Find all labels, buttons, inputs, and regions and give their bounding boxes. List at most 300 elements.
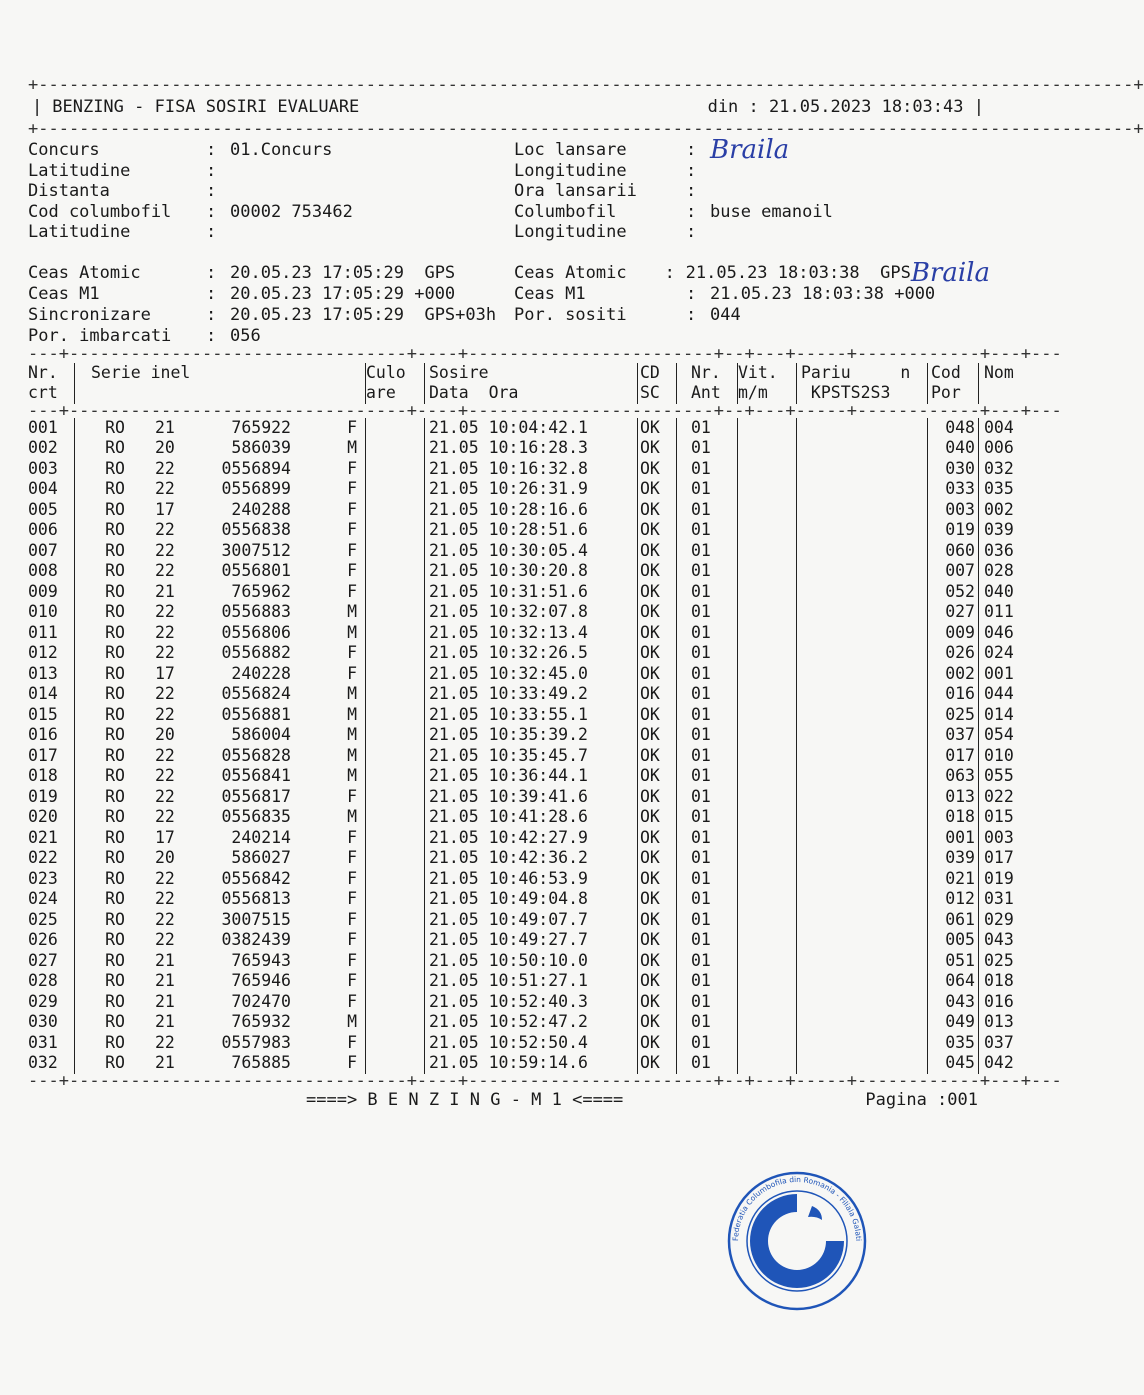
row-sex: F: [347, 848, 357, 867]
arrival-time: 10:46:53.9: [488, 868, 588, 888]
row-arrival: [425, 889, 638, 910]
row-color: [366, 684, 425, 705]
row-cod: 039: [928, 848, 979, 869]
field-colon: :: [206, 181, 227, 201]
arrival-time: 10:33:55.1: [488, 704, 588, 724]
row-color: [366, 910, 425, 931]
handwritten-location: Braila: [910, 257, 990, 288]
row-cd: OK: [638, 520, 677, 541]
row-country: RO: [75, 787, 156, 808]
row-country: RO: [75, 664, 156, 685]
row-cod: 037: [928, 725, 979, 746]
row-bet: [797, 705, 928, 726]
arrival-date: 21.05: [429, 930, 479, 949]
row-speed: [738, 951, 797, 972]
row-cod: 049: [928, 1012, 979, 1033]
clock-info-right: [514, 257, 990, 347]
table-row: [28, 582, 1062, 603]
row-sex: F: [347, 540, 357, 560]
row-cd: OK: [638, 684, 677, 705]
row-country: RO: [75, 807, 156, 828]
arrival-date: 21.05: [429, 520, 479, 539]
row-color: [366, 951, 425, 972]
footer-brand: ====> B E N Z I N G - M 1 <====: [306, 1089, 624, 1110]
row-cod: 035: [928, 1033, 979, 1054]
field-label: Por. sositi: [514, 304, 627, 325]
arrival-time: 10:52:47.2: [488, 1012, 588, 1031]
row-nr: 009: [28, 581, 58, 601]
table-row: [28, 869, 1062, 890]
row-sex: F: [347, 458, 357, 478]
info-right-row: [514, 202, 990, 223]
row-cd: OK: [638, 643, 677, 664]
row-color: [366, 992, 425, 1013]
row-year: 22: [155, 643, 175, 662]
row-cd: OK: [638, 910, 677, 931]
row-ant: 01: [677, 807, 738, 828]
field-value: 00002 753462: [230, 201, 353, 222]
field-label: Ceas Atomic: [514, 262, 627, 283]
row-ant: 01: [677, 1033, 738, 1054]
table-row: [28, 684, 1062, 705]
arrival-date: 21.05: [429, 499, 479, 519]
row-nr: 004: [28, 479, 58, 498]
table-row: [28, 766, 1062, 787]
row-sex: F: [347, 479, 357, 498]
row-cod: 003: [928, 500, 979, 521]
row-bet: [797, 602, 928, 623]
row-bet: [797, 1033, 928, 1054]
row-color: [366, 807, 425, 828]
row-nom: 029: [979, 910, 1062, 931]
row-speed: [738, 1012, 797, 1033]
row-ant: 01: [677, 787, 738, 808]
row-ring: 0557983: [221, 1032, 291, 1052]
row-ant: 01: [677, 992, 738, 1013]
row-ring: 586027: [231, 848, 291, 867]
table-row: [28, 479, 1062, 500]
row-cod: 051: [928, 951, 979, 972]
row-bet: [797, 807, 928, 828]
row-nr: 015: [28, 704, 58, 724]
row-arrival: [425, 623, 638, 644]
row-ant: 01: [677, 1012, 738, 1033]
row-arrival: [425, 787, 638, 808]
row-nr: 017: [28, 745, 58, 765]
row-ring: 0556881: [221, 704, 291, 724]
table-row: [28, 459, 1062, 480]
row-cod: 013: [928, 787, 979, 808]
row-bet: [797, 582, 928, 603]
row-ring: 586039: [231, 438, 291, 457]
row-country: RO: [75, 725, 156, 746]
row-color: [366, 623, 425, 644]
report-header: | BENZING - FISA SOSIRI EVALUARE din : 21.05.2023 18:03:43 |: [32, 97, 984, 117]
row-nom: 024: [979, 643, 1062, 664]
arrival-date: 21.05: [429, 991, 479, 1011]
row-ring: 0556838: [221, 520, 291, 539]
row-ant: 01: [677, 705, 738, 726]
row-cod: 021: [928, 869, 979, 890]
arrival-date: 21.05: [429, 1032, 479, 1052]
row-nom: 042: [979, 1053, 1062, 1074]
row-sex: F: [347, 1032, 357, 1052]
row-country: RO: [75, 910, 156, 931]
row-cod: 017: [928, 746, 979, 767]
field-colon: :: [206, 325, 227, 346]
row-sex: F: [347, 581, 357, 601]
arrival-date: 21.05: [429, 807, 479, 826]
row-ring: 0556842: [221, 868, 291, 888]
row-nr: 020: [28, 807, 58, 826]
row-bet: [797, 828, 928, 849]
row-ant: 01: [677, 520, 738, 541]
row-speed: [738, 541, 797, 562]
row-sex: F: [347, 991, 357, 1011]
row-arrival: [425, 930, 638, 951]
row-nr: 003: [28, 458, 58, 478]
row-color: [366, 643, 425, 664]
info-right-row: [514, 284, 990, 305]
row-speed: [738, 684, 797, 705]
row-speed: [738, 889, 797, 910]
row-country: RO: [75, 705, 156, 726]
table-row: [28, 623, 1062, 644]
col-cd: CD SC: [638, 363, 677, 404]
row-cd: OK: [638, 746, 677, 767]
row-nr: 029: [28, 991, 58, 1011]
table-row: [28, 705, 1062, 726]
row-ring: 0556806: [221, 622, 291, 642]
row-year: 21: [155, 971, 175, 990]
row-cod: 061: [928, 910, 979, 931]
row-arrival: [425, 418, 638, 439]
row-speed: [738, 561, 797, 582]
row-country: RO: [75, 479, 156, 500]
arrival-date: 21.05: [429, 725, 479, 744]
table-row: [28, 746, 1062, 767]
row-nom: 036: [979, 541, 1062, 562]
row-nr: 006: [28, 520, 58, 539]
row-ring: 0382439: [221, 930, 291, 949]
row-arrival: [425, 766, 638, 787]
col-vit: Vit. m/m: [738, 363, 797, 404]
col-ant: Nr. Ant: [677, 363, 738, 404]
arrival-time: 10:51:27.1: [488, 971, 588, 990]
field-colon: :: [206, 160, 227, 181]
row-ant: 01: [677, 828, 738, 849]
row-arrival: [425, 828, 638, 849]
row-nom: 028: [979, 561, 1062, 582]
field-colon: :: [206, 262, 227, 283]
row-speed: [738, 807, 797, 828]
field-label: Cod columbofil: [28, 201, 172, 222]
row-nom: 003: [979, 828, 1062, 849]
row-cod: 060: [928, 541, 979, 562]
info-left-row: [28, 181, 514, 202]
row-country: RO: [75, 746, 156, 767]
row-bet: [797, 541, 928, 562]
row-country: RO: [75, 951, 156, 972]
row-nom: 019: [979, 869, 1062, 890]
row-cd: OK: [638, 889, 677, 910]
table-row: [28, 971, 1062, 992]
date-label: din: [707, 97, 739, 117]
row-arrival: [425, 705, 638, 726]
arrival-time: 10:35:39.2: [488, 725, 588, 744]
contest-info-left: [28, 140, 514, 243]
field-label: Por. imbarcati: [28, 325, 172, 346]
row-ant: 01: [677, 664, 738, 685]
arrival-date: 21.05: [429, 622, 479, 642]
row-ant: 01: [677, 725, 738, 746]
row-color: [366, 705, 425, 726]
handwritten-location: Braila: [710, 135, 790, 165]
row-country: RO: [75, 869, 156, 890]
row-nom: 055: [979, 766, 1062, 787]
header-rule: +-----------------------------------------------------------------------------------------------------------+: [28, 119, 1144, 139]
table-row: [28, 725, 1062, 746]
row-cd: OK: [638, 930, 677, 951]
arrival-date: 21.05: [429, 704, 479, 724]
row-ant: 01: [677, 602, 738, 623]
row-nom: 022: [979, 787, 1062, 808]
arrival-date: 21.05: [429, 417, 479, 437]
field-value: 20.05.23 17:05:29 +000: [230, 283, 456, 304]
row-country: RO: [75, 438, 156, 459]
row-color: [366, 746, 425, 767]
table-top-rule: ---+---------------------------------+----+------------------------+--+---+-----+------------+---+---: [28, 343, 1062, 364]
row-arrival: [425, 1012, 638, 1033]
row-sex: M: [347, 807, 357, 826]
row-cd: OK: [638, 541, 677, 562]
row-nom: 014: [979, 705, 1062, 726]
row-cod: 002: [928, 664, 979, 685]
row-cd: OK: [638, 848, 677, 869]
row-sex: M: [347, 684, 357, 703]
row-bet: [797, 848, 928, 869]
row-speed: [738, 500, 797, 521]
row-ring: 765922: [231, 417, 291, 437]
row-speed: [738, 664, 797, 685]
row-bet: [797, 520, 928, 541]
col-cod: Cod Por: [928, 363, 979, 404]
field-colon: :: [686, 181, 707, 201]
arrival-time: 10:32:13.4: [488, 622, 588, 642]
contest-info-right: [514, 135, 990, 243]
row-year: 22: [155, 786, 175, 806]
field-value: 01.Concurs: [230, 140, 333, 160]
row-sex: F: [347, 499, 357, 519]
row-country: RO: [75, 500, 156, 521]
row-cd: OK: [638, 971, 677, 992]
row-bet: [797, 910, 928, 931]
field-colon: :: [206, 283, 227, 304]
row-nom: 001: [979, 664, 1062, 685]
date-value: 21.05.2023 18:03:43: [769, 97, 964, 117]
field-colon: :: [664, 262, 686, 283]
arrival-date: 21.05: [429, 602, 479, 621]
row-arrival: [425, 520, 638, 541]
arrival-date: 21.05: [429, 1053, 479, 1072]
row-sex: F: [347, 971, 357, 990]
row-nom: 043: [979, 930, 1062, 951]
row-speed: [738, 479, 797, 500]
row-arrival: [425, 869, 638, 890]
row-nr: 032: [28, 1053, 58, 1072]
row-country: RO: [75, 889, 156, 910]
stamp-text: Federatia Columbofila din Romania - Filiala Galati: [730, 1174, 864, 1242]
row-ring: 0556813: [221, 889, 291, 908]
row-nr: 008: [28, 561, 58, 580]
row-sex: F: [347, 827, 357, 847]
row-speed: [738, 623, 797, 644]
row-arrival: [425, 602, 638, 623]
row-ring: 0556899: [221, 479, 291, 498]
row-ant: 01: [677, 561, 738, 582]
row-sex: F: [347, 950, 357, 970]
row-year: 22: [155, 561, 175, 580]
field-label: Concurs: [28, 140, 100, 160]
field-label: Loc lansare: [514, 140, 627, 160]
row-ant: 01: [677, 684, 738, 705]
row-country: RO: [75, 766, 156, 787]
row-color: [366, 787, 425, 808]
arrival-time: 10:49:04.8: [488, 889, 588, 908]
row-bet: [797, 766, 928, 787]
row-cd: OK: [638, 418, 677, 439]
row-bet: [797, 459, 928, 480]
row-nom: 013: [979, 1012, 1062, 1033]
row-nr: 013: [28, 663, 58, 683]
table-row: [28, 643, 1062, 664]
row-sex: M: [347, 766, 357, 785]
row-year: 21: [155, 417, 175, 437]
row-cd: OK: [638, 992, 677, 1013]
row-nr: 011: [28, 622, 58, 642]
info-left-row: [28, 202, 514, 223]
info-right-row: [514, 181, 990, 202]
row-bet: [797, 930, 928, 951]
info-right-row: [514, 222, 990, 243]
row-cod: 040: [928, 438, 979, 459]
row-ring: 765932: [231, 1012, 291, 1031]
arrival-date: 21.05: [429, 786, 479, 806]
row-bet: [797, 623, 928, 644]
row-speed: [738, 787, 797, 808]
arrival-date: 21.05: [429, 684, 479, 703]
row-year: 20: [155, 438, 175, 457]
row-ring: 0556801: [221, 561, 291, 580]
row-ant: 01: [677, 930, 738, 951]
row-country: RO: [75, 1012, 156, 1033]
row-sex: M: [347, 622, 357, 642]
info-left-row: [28, 161, 514, 182]
arrival-date: 21.05: [429, 745, 479, 765]
arrival-time: 10:50:10.0: [488, 950, 588, 970]
row-nr: 022: [28, 848, 58, 867]
arrival-date: 21.05: [429, 1012, 479, 1031]
info-right-row: [514, 135, 990, 165]
row-arrival: [425, 971, 638, 992]
row-cod: 012: [928, 889, 979, 910]
arrival-time: 10:26:31.9: [488, 479, 588, 498]
contest-info: [28, 135, 990, 243]
clock-info-left: [28, 263, 514, 347]
row-ant: 01: [677, 971, 738, 992]
arrival-date: 21.05: [429, 868, 479, 888]
row-color: [366, 459, 425, 480]
row-speed: [738, 766, 797, 787]
arrival-time: 10:49:07.7: [488, 909, 588, 929]
row-bet: [797, 500, 928, 521]
row-year: 21: [155, 991, 175, 1011]
row-sex: F: [347, 643, 357, 662]
row-country: RO: [75, 1053, 156, 1074]
arrival-date: 21.05: [429, 971, 479, 990]
row-country: RO: [75, 520, 156, 541]
row-year: 22: [155, 540, 175, 560]
row-ring: 0556817: [221, 786, 291, 806]
field-label: Distanta: [28, 181, 110, 201]
row-bet: [797, 479, 928, 500]
stamp-outer-ring: [729, 1173, 865, 1309]
row-color: [366, 766, 425, 787]
col-culoare: Culo are: [366, 363, 425, 404]
row-color: [366, 1012, 425, 1033]
row-ring: 765946: [231, 971, 291, 990]
field-colon: :: [206, 304, 227, 325]
row-sex: M: [347, 438, 357, 457]
row-cd: OK: [638, 1033, 677, 1054]
report-footer: [28, 1090, 990, 1110]
row-nr: 005: [28, 499, 58, 519]
row-color: [366, 602, 425, 623]
table-row: [28, 992, 1062, 1013]
row-color: [366, 541, 425, 562]
arrival-time: 10:42:36.2: [488, 848, 588, 867]
row-ring: 0556841: [221, 766, 291, 785]
row-arrival: [425, 541, 638, 562]
field-label: Longitudine: [514, 222, 627, 242]
table-row: [28, 1012, 1062, 1033]
row-cod: 009: [928, 623, 979, 644]
stamp-emblem: [750, 1194, 844, 1288]
arrival-time: 10:04:42.1: [488, 417, 588, 437]
field-value: 20.05.23 17:05:29 GPS+03h: [230, 304, 497, 325]
arrival-time: 10:39:41.6: [488, 786, 588, 806]
col-pariu: Pariu n KPSTS2S3: [797, 363, 928, 404]
row-ant: 01: [677, 418, 738, 439]
arrival-date: 21.05: [429, 581, 479, 601]
row-arrival: [425, 684, 638, 705]
arrival-time: 10:52:40.3: [488, 991, 588, 1011]
row-color: [366, 500, 425, 521]
row-nom: 044: [979, 684, 1062, 705]
row-nr: 021: [28, 827, 58, 847]
row-ring: 586004: [231, 725, 291, 744]
row-year: 22: [155, 868, 175, 888]
row-cod: 043: [928, 992, 979, 1013]
col-nom: Nom: [979, 363, 1062, 404]
row-year: 21: [155, 1012, 175, 1031]
row-ring: 240288: [231, 499, 291, 519]
row-ant: 01: [677, 623, 738, 644]
row-nom: 016: [979, 992, 1062, 1013]
arrival-time: 10:36:44.1: [488, 766, 588, 785]
row-color: [366, 561, 425, 582]
header-pipe: |: [32, 97, 43, 117]
